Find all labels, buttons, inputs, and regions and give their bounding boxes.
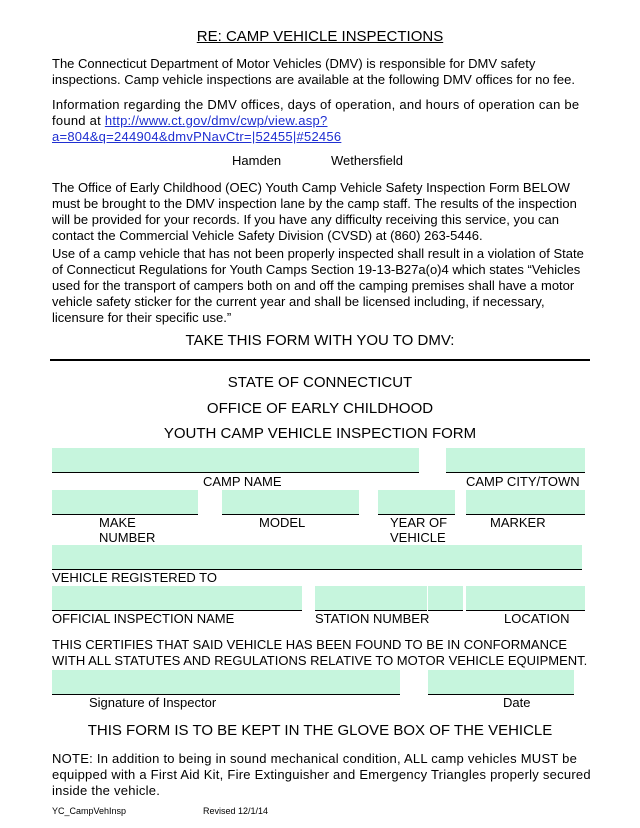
date-field[interactable] [428, 670, 574, 695]
intro-paragraph-2 [52, 97, 592, 145]
intro-paragraph-4: Use of a camp vehicle that has not been properly inspected shall result in a violation of State of Connecticut Regulations for Youth Camps Section 19-13-B27a(o)4 which states “Vehicles used for the transport of campers both on and off the camping premises shall have a motor vehicle safety sticker for the current year and shall be licensed including, if necessary, licensure for their specific use.” [52, 246, 584, 325]
number-label: NUMBER [99, 530, 156, 545]
make-number-field[interactable] [52, 490, 198, 515]
divider-line [50, 359, 590, 361]
signature-label: Signature of Inspector [89, 695, 217, 710]
form-title-heading: YOUTH CAMP VEHICLE INSPECTION FORM [163, 425, 477, 442]
model-field[interactable] [222, 490, 359, 515]
marker-field[interactable] [466, 490, 585, 515]
camp-city-label: CAMP CITY/TOWN [466, 474, 580, 489]
station-number-field[interactable] [315, 586, 427, 611]
camp-name-label: CAMP NAME [203, 474, 282, 489]
form-office-heading: OFFICE OF EARLY CHILDHOOD [206, 400, 434, 417]
station-number-label: STATION NUMBER [315, 611, 430, 626]
marker-label: MARKER [490, 515, 546, 530]
take-form-heading: TAKE THIS FORM WITH YOU TO DMV: [185, 332, 455, 349]
make-label: MAKE [99, 515, 136, 530]
year-field[interactable] [378, 490, 455, 515]
glovebox-notice: THIS FORM IS TO BE KEPT IN THE GLOVE BOX OF THE VEHICLE [87, 722, 553, 739]
certification-text: THIS CERTIFIES THAT SAID VEHICLE HAS BEEN FOUND TO BE IN CONFORMANCE WITH ALL STATUTES AND REGULATIONS RELATIVE TO MOTOR VEHICLE EQUIPMENT. [52, 637, 588, 668]
camp-name-field[interactable] [52, 448, 419, 473]
footer-revised: Revised 12/1/14 [203, 806, 269, 816]
registered-to-label: VEHICLE REGISTERED TO [52, 570, 217, 585]
office-hamden: Hamden [232, 153, 282, 168]
office-wethersfield: Wethersfield [331, 153, 404, 168]
signature-field[interactable] [52, 670, 400, 695]
note-text: NOTE: In addition to being in sound mechanical condition, ALL camp vehicles MUST be equipped with a First Aid Kit, Fire Extinguisher and Emergency Triangles properly secured inside the vehicle. [52, 751, 591, 798]
camp-city-field[interactable] [446, 448, 585, 473]
official-name-label: OFFICIAL INSPECTION NAME [52, 611, 235, 626]
year-of-label: YEAR OF [390, 515, 448, 530]
dmv-info-text: Information regarding the DMV offices, days of operation, and hours of operation can be found at [52, 97, 580, 128]
form-state-heading: STATE OF CONNECTICUT [227, 374, 413, 391]
station-number-field-ext[interactable] [428, 586, 463, 611]
intro-paragraph-1: The Connecticut Department of Motor Vehicles (DMV) is responsible for DMV safety inspections. Camp vehicle inspections are available at the following DMV offices for no fee. [52, 56, 575, 87]
location-label: LOCATION [504, 611, 570, 626]
official-name-field[interactable] [52, 586, 302, 611]
dmv-info-link[interactable]: http://www.ct.gov/dmv/cwp/view.asp?a=804&q=244904&dmvPNavCtr=|52455|#52456 [52, 113, 342, 144]
registered-to-field[interactable] [52, 545, 582, 570]
vehicle-label: VEHICLE [390, 530, 446, 545]
page-title: RE: CAMP VEHICLE INSPECTIONS [196, 28, 444, 45]
date-label: Date [503, 695, 531, 710]
model-label: MODEL [259, 515, 306, 530]
location-field[interactable] [466, 586, 585, 611]
intro-paragraph-3: The Office of Early Childhood (OEC) Youth Camp Vehicle Safety Inspection Form BELOW must be brought to the DMV inspection lane by the camp staff. The results of the inspection will be provided for your records. If you have any difficulty receiving this service, you can contact the Commercial Vehicle Safety Division (CVSD) at (860) 263-5446. [52, 180, 577, 243]
footer-form-code: YC_CampVehInsp [52, 806, 127, 816]
